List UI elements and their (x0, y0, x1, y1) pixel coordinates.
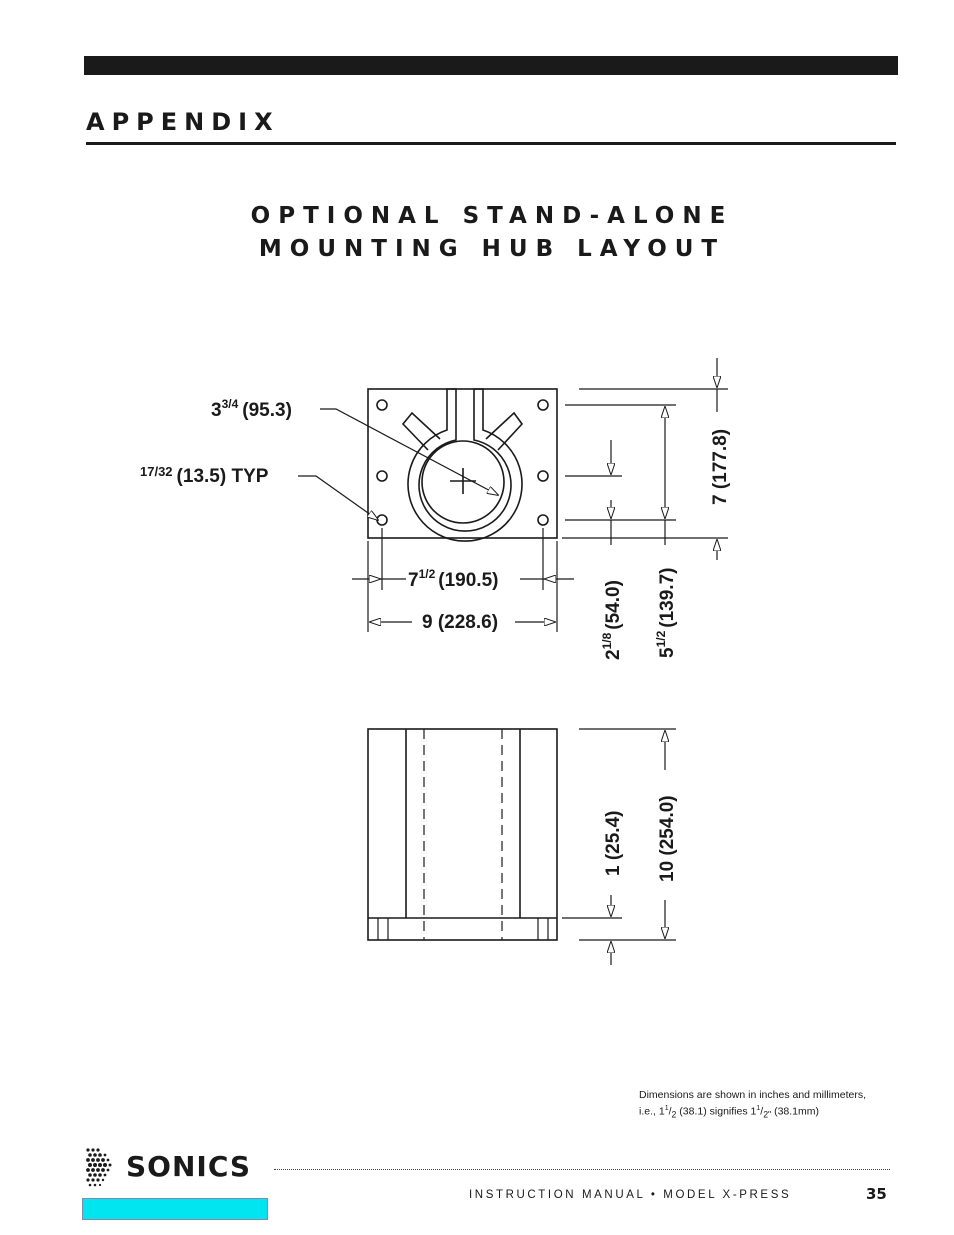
hole-leader (298, 476, 378, 520)
dimension-note (639, 1088, 899, 1122)
brand-name: SONICS (126, 1150, 252, 1183)
side-view (368, 729, 557, 940)
offset-label: $2^{1/8}(54.0)$ (600, 580, 624, 660)
top-view (368, 389, 557, 541)
highlight-box (82, 1198, 268, 1220)
sonics-logo-mark (84, 1146, 120, 1188)
section-title-line2: MOUNTING HUB LAYOUT (258, 236, 726, 262)
outer-width-label: 9 (228.6) (422, 612, 499, 633)
hole-label: $^{17/32}$ (13.5) TYP (140, 464, 269, 487)
footer-manual-text: INSTRUCTION MANUAL • MODEL X-PRESS (469, 1189, 792, 1201)
height-label: 7 (177.8) (710, 428, 731, 505)
hole-span-label: $5^{1/2}(139.7)$ (654, 567, 678, 658)
diameter-label: $3^{3/4}$ (95.3) (211, 397, 292, 421)
section-title-line1: OPTIONAL STAND-ALONE (250, 203, 734, 229)
page-number: 35 (866, 1185, 887, 1203)
side-view-body (368, 729, 557, 940)
dot-leader (274, 1169, 890, 1170)
side-height-label: 10 (254.0) (657, 795, 678, 882)
top-view-plate (368, 389, 557, 538)
appendix-heading: APPENDIX (86, 108, 280, 136)
side-base-label: 1 (25.4) (603, 810, 624, 876)
note-line2: i.e., $1^1/_2$ (38.1) signifies $1^1/_{2"}$ (38.1mm) (639, 1105, 820, 1120)
note-line1: Dimensions are shown in inches and millimeters, (639, 1089, 867, 1101)
inner-width-label: $7^{1/2}$ (190.5) (408, 567, 499, 591)
